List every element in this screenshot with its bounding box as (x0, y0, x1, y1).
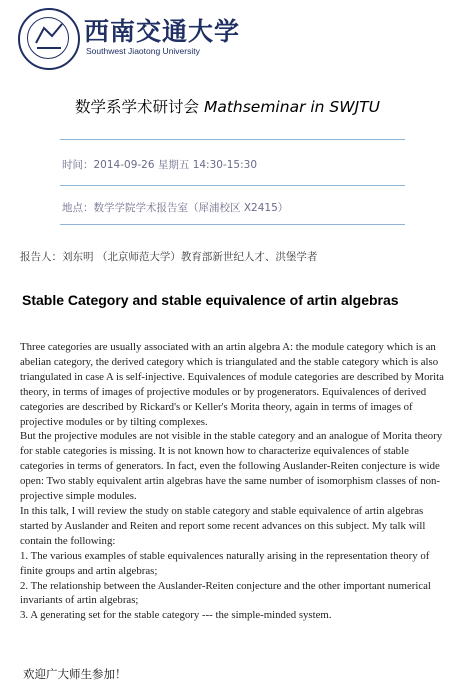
seminar-title (0, 95, 455, 117)
speaker-info: 报告人：刘东明 （北京师范大学）教育部新世纪人才、洪堡学者 (20, 251, 318, 263)
divider (60, 139, 405, 140)
divider (60, 185, 405, 186)
divider (60, 224, 405, 225)
university-name-en: Southwest Jiaotong University (86, 46, 200, 56)
university-logo (18, 8, 80, 70)
university-name-cn: 西南交通大学 (84, 17, 241, 46)
talk-title: Stable Category and stable equivalence of artin algebras (22, 292, 399, 308)
logo-emblem-icon (20, 10, 78, 68)
abstract-list-item: 3. A generating set for the stable category --- the simple-minded system. (20, 609, 332, 622)
seminar-place: 地点：数学学院学术报告室（犀浦校区 X2415） (62, 202, 289, 214)
abstract-list-item: 1. The various examples of stable equivalences naturally arising in the representation theory of finite groups and artin algebras; (20, 549, 430, 577)
closing-invitation: 欢迎广大师生参加！ (23, 667, 127, 681)
abstract-list-item: 2. The relationship between the Auslander-Reiten conjecture and the other important numerical invariants of artin algebras; (20, 579, 431, 607)
seminar-title-en: Mathseminar in SWJTU (203, 98, 380, 116)
abstract-paragraph: Three categories are usually associated with an artin algebra A: the module category which is an abelian category, the derived category which is triangulated and the stable category which is also triangulated in case A is self-injective. Equivalences of module categories are described by Morita theory, in terms of images of projective modules or by progenerators. Equivalences of derived categories are described by Rickard's or Keller's Morita theory, again in terms of images of projective modules or by tilting complexes. (20, 341, 444, 428)
seminar-title-cn: 数学系学术研讨会 (75, 98, 200, 116)
abstract (20, 340, 452, 623)
abstract-paragraph: But the projective modules are not visible in the stable category and an analogue of Morita theory for stable categories is missing. It is not known how to characterize equivalences of stable categories in terms of generators. In fact, even the following Auslander-Reiten conjecture is wide open: Two stably equivalent artin algebras have the same number of isomorphism classes of non-projective simple modules. (20, 430, 443, 503)
seminar-time: 时间：2014-09-26 星期五 14:30-15:30 (62, 159, 258, 171)
abstract-paragraph: In this talk, I will review the study on stable category and stable equivalence of artin algebras started by Auslander and Reiten and report some recent advances on this subject. My talk will contain the following: (20, 504, 426, 547)
